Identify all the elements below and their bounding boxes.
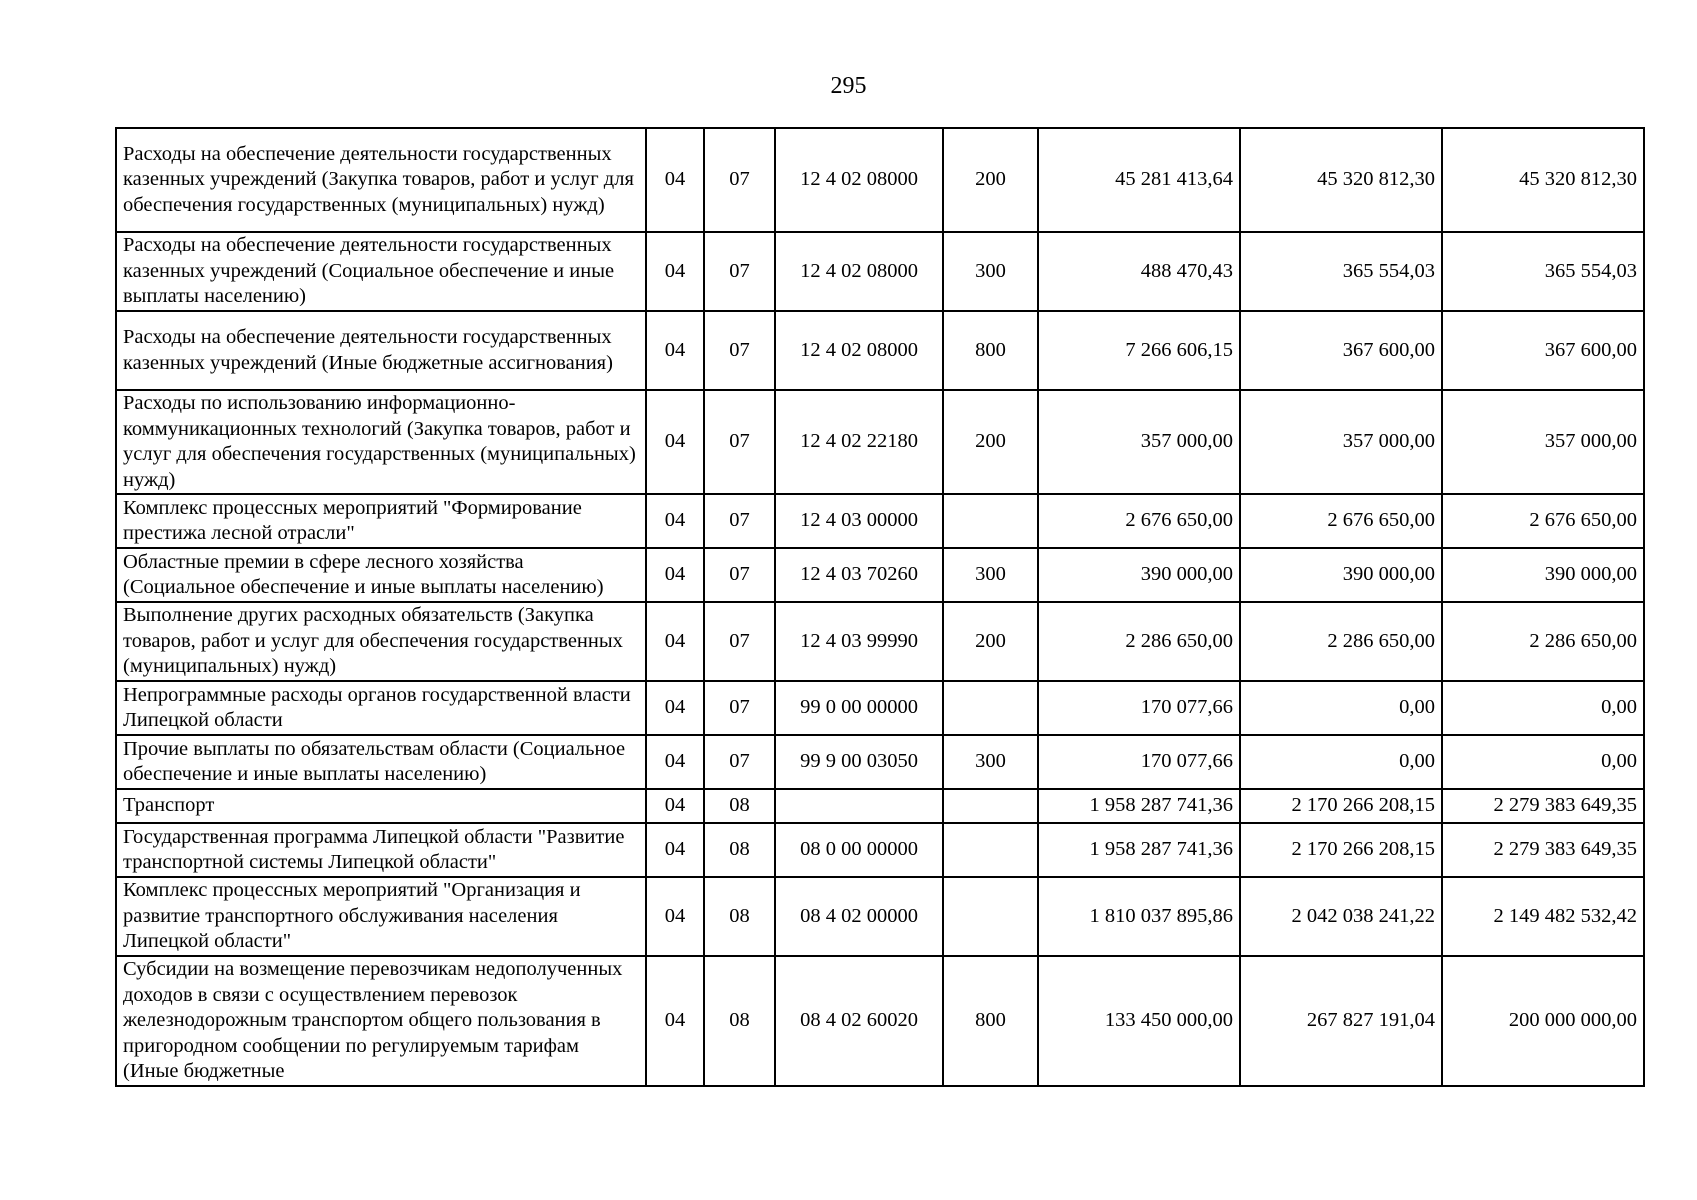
subsection-code-cell: 08	[704, 823, 775, 877]
target-article-cell	[775, 789, 943, 823]
target-article-cell: 99 0 00 00000	[775, 681, 943, 735]
amount-year-2-cell: 2 170 266 208,15	[1240, 823, 1442, 877]
budget-table	[115, 127, 1645, 1087]
target-article-cell: 12 4 02 08000	[775, 128, 943, 232]
expense-type-cell	[943, 823, 1038, 877]
amount-year-3-cell: 0,00	[1442, 735, 1644, 789]
row-name-cell: Областные премии в сфере лесного хозяйства (Социальное обеспечение и иные выплаты населению)	[116, 548, 646, 602]
subsection-code-cell: 07	[704, 602, 775, 681]
amount-year-2-cell: 2 170 266 208,15	[1240, 789, 1442, 823]
amount-year-2-cell: 45 320 812,30	[1240, 128, 1442, 232]
subsection-code-cell: 08	[704, 789, 775, 823]
target-article-cell: 08 4 02 60020	[775, 956, 943, 1086]
amount-year-1-cell: 170 077,66	[1038, 681, 1240, 735]
expense-type-cell: 300	[943, 548, 1038, 602]
table-row	[116, 956, 1644, 1086]
table-row	[116, 232, 1644, 311]
section-code-cell: 04	[646, 128, 704, 232]
expense-type-cell: 200	[943, 128, 1038, 232]
amount-year-1-cell: 170 077,66	[1038, 735, 1240, 789]
expense-type-cell: 200	[943, 390, 1038, 494]
amount-year-3-cell: 2 279 383 649,35	[1442, 823, 1644, 877]
expense-type-cell	[943, 877, 1038, 956]
amount-year-1-cell: 390 000,00	[1038, 548, 1240, 602]
expense-type-cell: 200	[943, 602, 1038, 681]
amount-year-3-cell: 200 000 000,00	[1442, 956, 1644, 1086]
table-row	[116, 602, 1644, 681]
table-row	[116, 311, 1644, 390]
target-article-cell: 12 4 02 08000	[775, 311, 943, 390]
subsection-code-cell: 07	[704, 681, 775, 735]
amount-year-1-cell: 133 450 000,00	[1038, 956, 1240, 1086]
amount-year-1-cell: 2 286 650,00	[1038, 602, 1240, 681]
section-code-cell: 04	[646, 494, 704, 548]
subsection-code-cell: 07	[704, 128, 775, 232]
table-row	[116, 789, 1644, 823]
section-code-cell: 04	[646, 823, 704, 877]
expense-type-cell	[943, 681, 1038, 735]
amount-year-1-cell: 488 470,43	[1038, 232, 1240, 311]
expense-type-cell: 800	[943, 311, 1038, 390]
expense-type-cell	[943, 494, 1038, 548]
section-code-cell: 04	[646, 956, 704, 1086]
amount-year-3-cell: 390 000,00	[1442, 548, 1644, 602]
expense-type-cell: 300	[943, 232, 1038, 311]
table-row	[116, 128, 1644, 232]
amount-year-1-cell: 1 958 287 741,36	[1038, 823, 1240, 877]
row-name-cell: Транспорт	[116, 789, 646, 823]
amount-year-2-cell: 367 600,00	[1240, 311, 1442, 390]
subsection-code-cell: 08	[704, 877, 775, 956]
section-code-cell: 04	[646, 877, 704, 956]
amount-year-3-cell: 2 676 650,00	[1442, 494, 1644, 548]
row-name-cell: Непрограммные расходы органов государственной власти Липецкой области	[116, 681, 646, 735]
subsection-code-cell: 07	[704, 735, 775, 789]
expense-type-cell: 800	[943, 956, 1038, 1086]
amount-year-3-cell: 2 149 482 532,42	[1442, 877, 1644, 956]
amount-year-2-cell: 0,00	[1240, 735, 1442, 789]
target-article-cell: 12 4 02 22180	[775, 390, 943, 494]
amount-year-3-cell: 2 286 650,00	[1442, 602, 1644, 681]
target-article-cell: 99 9 00 03050	[775, 735, 943, 789]
target-article-cell: 08 0 00 00000	[775, 823, 943, 877]
expense-type-cell: 300	[943, 735, 1038, 789]
section-code-cell: 04	[646, 789, 704, 823]
amount-year-2-cell: 357 000,00	[1240, 390, 1442, 494]
amount-year-1-cell: 1 958 287 741,36	[1038, 789, 1240, 823]
table-row	[116, 494, 1644, 548]
amount-year-1-cell: 45 281 413,64	[1038, 128, 1240, 232]
table-row	[116, 735, 1644, 789]
amount-year-1-cell: 7 266 606,15	[1038, 311, 1240, 390]
row-name-cell: Субсидии на возмещение перевозчикам недополученных доходов в связи с осуществлением перевозок железнодорожным транспортом общего пользования в пригородном сообщении по регулируемым тарифам (Иные бюджетные	[116, 956, 646, 1086]
amount-year-3-cell: 2 279 383 649,35	[1442, 789, 1644, 823]
section-code-cell: 04	[646, 681, 704, 735]
section-code-cell: 04	[646, 602, 704, 681]
subsection-code-cell: 07	[704, 494, 775, 548]
target-article-cell: 12 4 03 00000	[775, 494, 943, 548]
amount-year-3-cell: 45 320 812,30	[1442, 128, 1644, 232]
table-row	[116, 877, 1644, 956]
row-name-cell: Расходы на обеспечение деятельности государственных казенных учреждений (Закупка товаров, работ и услуг для обеспечения государственных (муниципальных) нужд)	[116, 128, 646, 232]
subsection-code-cell: 07	[704, 311, 775, 390]
row-name-cell: Прочие выплаты по обязательствам области (Социальное обеспечение и иные выплаты населению)	[116, 735, 646, 789]
section-code-cell: 04	[646, 311, 704, 390]
section-code-cell: 04	[646, 548, 704, 602]
target-article-cell: 12 4 03 99990	[775, 602, 943, 681]
amount-year-2-cell: 2 676 650,00	[1240, 494, 1442, 548]
amount-year-3-cell: 357 000,00	[1442, 390, 1644, 494]
amount-year-2-cell: 267 827 191,04	[1240, 956, 1442, 1086]
amount-year-3-cell: 0,00	[1442, 681, 1644, 735]
amount-year-1-cell: 2 676 650,00	[1038, 494, 1240, 548]
subsection-code-cell: 07	[704, 390, 775, 494]
amount-year-2-cell: 390 000,00	[1240, 548, 1442, 602]
target-article-cell: 12 4 02 08000	[775, 232, 943, 311]
amount-year-1-cell: 357 000,00	[1038, 390, 1240, 494]
amount-year-2-cell: 2 286 650,00	[1240, 602, 1442, 681]
table-row	[116, 681, 1644, 735]
table-row	[116, 823, 1644, 877]
subsection-code-cell: 08	[704, 956, 775, 1086]
amount-year-1-cell: 1 810 037 895,86	[1038, 877, 1240, 956]
target-article-cell: 12 4 03 70260	[775, 548, 943, 602]
amount-year-3-cell: 365 554,03	[1442, 232, 1644, 311]
row-name-cell: Расходы на обеспечение деятельности государственных казенных учреждений (Социальное обеспечение и иные выплаты населению)	[116, 232, 646, 311]
budget-table-body	[116, 128, 1644, 1086]
row-name-cell: Выполнение других расходных обязательств (Закупка товаров, работ и услуг для обеспечения государственных (муниципальных) нужд)	[116, 602, 646, 681]
subsection-code-cell: 07	[704, 548, 775, 602]
expense-type-cell	[943, 789, 1038, 823]
amount-year-2-cell: 365 554,03	[1240, 232, 1442, 311]
target-article-cell: 08 4 02 00000	[775, 877, 943, 956]
subsection-code-cell: 07	[704, 232, 775, 311]
table-row	[116, 390, 1644, 494]
table-row	[116, 548, 1644, 602]
amount-year-2-cell: 0,00	[1240, 681, 1442, 735]
amount-year-3-cell: 367 600,00	[1442, 311, 1644, 390]
amount-year-2-cell: 2 042 038 241,22	[1240, 877, 1442, 956]
section-code-cell: 04	[646, 735, 704, 789]
row-name-cell: Государственная программа Липецкой области "Развитие транспортной системы Липецкой области"	[116, 823, 646, 877]
row-name-cell: Расходы на обеспечение деятельности государственных казенных учреждений (Иные бюджетные ассигнования)	[116, 311, 646, 390]
row-name-cell: Комплекс процессных мероприятий "Организация и развитие транспортного обслуживания населения Липецкой области"	[116, 877, 646, 956]
section-code-cell: 04	[646, 390, 704, 494]
row-name-cell: Комплекс процессных мероприятий "Формирование престижа лесной отрасли"	[116, 494, 646, 548]
page-number: 295	[830, 73, 867, 99]
row-name-cell: Расходы по использованию информационно-коммуникационных технологий (Закупка товаров, работ и услуг для обеспечения государственных (муниципальных) нужд)	[116, 390, 646, 494]
section-code-cell: 04	[646, 232, 704, 311]
